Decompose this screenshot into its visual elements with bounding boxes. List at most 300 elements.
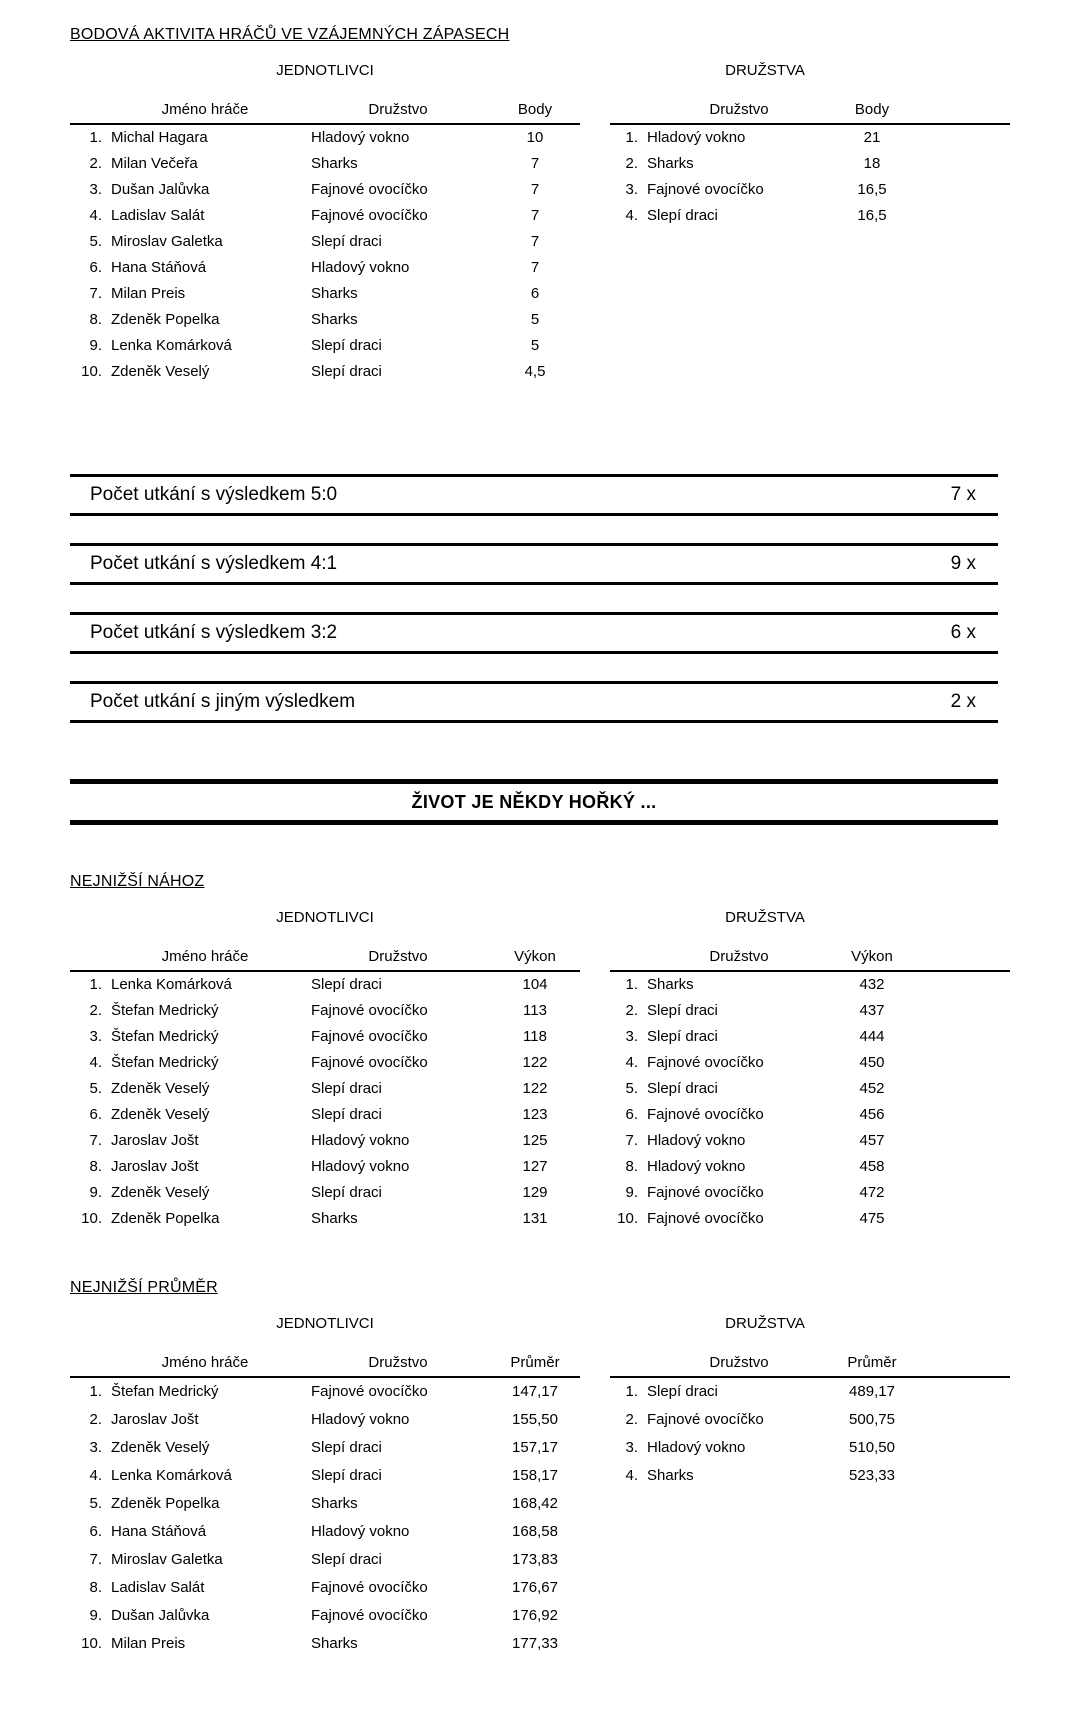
lowest-average-individuals-table xyxy=(70,1354,580,1657)
row-rank: 4. xyxy=(625,1466,638,1484)
points-value: 7 xyxy=(530,154,540,172)
table-row xyxy=(610,1075,1010,1101)
table-row xyxy=(70,280,580,306)
row-spacer xyxy=(912,1205,1010,1231)
team-name: Slepí draci xyxy=(311,1466,382,1484)
table-row xyxy=(610,1377,1010,1405)
table-row xyxy=(70,1601,580,1629)
teams-caption: DRUŽSTVA xyxy=(725,909,805,926)
match-count-value: 2 x xyxy=(950,691,976,712)
row-rank: 2. xyxy=(89,1001,102,1019)
average-value: 168,58 xyxy=(512,1522,558,1540)
table-row xyxy=(70,971,580,997)
row-rank: 1. xyxy=(89,129,102,146)
player-name: Hana Stáňová xyxy=(111,258,207,276)
average-value: 173,83 xyxy=(512,1550,558,1568)
row-spacer xyxy=(912,1153,1010,1179)
team-name: Fajnové ovocíčko xyxy=(311,1053,428,1071)
row-spacer xyxy=(912,1433,1010,1461)
performance-value: 122 xyxy=(522,1079,548,1097)
table-header-row xyxy=(70,948,580,971)
column-header-team: Družstvo xyxy=(610,101,832,124)
performance-value: 457 xyxy=(859,1131,885,1149)
individuals-table-block xyxy=(70,62,580,384)
team-name: Fajnové ovocíčko xyxy=(311,1027,428,1045)
individuals-table-block xyxy=(70,909,580,1231)
match-count-value: 7 x xyxy=(950,484,976,505)
team-name: Slepí draci xyxy=(311,336,382,354)
performance-value: 444 xyxy=(859,1027,885,1045)
row-rank: 6. xyxy=(89,1105,102,1123)
table-row xyxy=(70,1489,580,1517)
team-name: Fajnové ovocíčko xyxy=(311,1606,428,1624)
points-value: 10 xyxy=(526,129,544,146)
team-name: Hladový vokno xyxy=(647,1131,746,1149)
table-header-row xyxy=(610,1354,1010,1377)
points-value: 7 xyxy=(530,180,540,198)
row-rank: 2. xyxy=(89,154,102,172)
points-value: 21 xyxy=(863,129,881,146)
table-row xyxy=(70,150,580,176)
performance-value: 127 xyxy=(522,1157,548,1175)
row-spacer xyxy=(912,1461,1010,1489)
team-name: Fajnové ovocíčko xyxy=(647,1410,764,1428)
lowest-game-heading: NEJNIŽŠÍ NÁHOZ xyxy=(70,873,205,890)
team-name: Slepí draci xyxy=(647,1027,718,1045)
performance-value: 125 xyxy=(522,1131,548,1149)
player-name: Jaroslav Jošt xyxy=(111,1131,199,1149)
row-spacer xyxy=(912,1023,1010,1049)
player-name: Zdeněk Veselý xyxy=(111,1105,210,1123)
row-rank: 9. xyxy=(89,1606,102,1624)
performance-value: 123 xyxy=(522,1105,548,1123)
team-name: Fajnové ovocíčko xyxy=(311,1578,428,1596)
row-rank: 2. xyxy=(625,1001,638,1019)
individuals-caption: JEDNOTLIVCI xyxy=(276,1315,374,1332)
average-value: 147,17 xyxy=(512,1383,558,1400)
table-row xyxy=(610,124,1010,150)
row-spacer xyxy=(912,1075,1010,1101)
column-header-average: Průměr xyxy=(490,1354,580,1377)
team-name: Slepí draci xyxy=(311,1183,382,1201)
team-name: Hladový vokno xyxy=(647,129,746,146)
row-rank: 9. xyxy=(89,336,102,354)
row-rank: 1. xyxy=(625,976,638,993)
section-points-activity xyxy=(70,62,1010,384)
team-name: Sharks xyxy=(311,284,358,302)
points-value: 7 xyxy=(530,258,540,276)
team-name: Slepí draci xyxy=(311,1079,382,1097)
row-spacer xyxy=(912,997,1010,1023)
table-row xyxy=(610,176,1010,202)
average-value: 155,50 xyxy=(512,1410,558,1428)
player-name: Jaroslav Jošt xyxy=(111,1157,199,1175)
team-name: Hladový vokno xyxy=(647,1157,746,1175)
team-name: Fajnové ovocíčko xyxy=(647,1183,764,1201)
row-spacer xyxy=(912,1405,1010,1433)
table-row xyxy=(70,1075,580,1101)
team-name: Sharks xyxy=(647,976,694,993)
match-count-label: Počet utkání s výsledkem 5:0 xyxy=(90,484,338,505)
row-rank: 8. xyxy=(89,1578,102,1596)
points-value: 16,5 xyxy=(857,206,887,224)
table-row xyxy=(70,202,580,228)
table-row xyxy=(70,1433,580,1461)
row-rank: 9. xyxy=(625,1183,638,1201)
row-spacer xyxy=(912,202,1010,228)
points-value: 16,5 xyxy=(857,180,887,198)
row-rank: 5. xyxy=(89,1494,102,1512)
row-rank: 6. xyxy=(89,258,102,276)
table-row xyxy=(70,1377,580,1405)
player-name: Štefan Medrický xyxy=(111,1053,219,1071)
team-name: Fajnové ovocíčko xyxy=(647,1209,764,1227)
column-header-points: Body xyxy=(490,101,580,124)
points-value: 18 xyxy=(863,154,881,172)
row-rank: 7. xyxy=(89,284,102,302)
column-header-team: Družstvo xyxy=(306,101,490,124)
row-rank: 3. xyxy=(89,1438,102,1456)
points-value: 7 xyxy=(530,232,540,250)
row-rank: 3. xyxy=(625,1438,638,1456)
row-rank: 8. xyxy=(89,310,102,328)
table-row xyxy=(70,1023,580,1049)
player-name: Milan Preis xyxy=(111,284,186,302)
row-rank: 4. xyxy=(89,1053,102,1071)
average-value: 510,50 xyxy=(849,1438,895,1456)
column-header-player: Jméno hráče xyxy=(70,948,306,971)
row-rank: 7. xyxy=(89,1550,102,1568)
team-name: Fajnové ovocíčko xyxy=(647,180,764,198)
row-rank: 3. xyxy=(89,180,102,198)
row-rank: 4. xyxy=(625,1053,638,1071)
column-header-performance: Výkon xyxy=(832,948,912,971)
table-row xyxy=(610,1405,1010,1433)
column-header-team: Družstvo xyxy=(306,948,490,971)
performance-value: 472 xyxy=(859,1183,885,1201)
team-name: Hladový vokno xyxy=(311,1410,410,1428)
header-spacer xyxy=(912,948,1010,971)
performance-value: 456 xyxy=(859,1105,885,1123)
table-header-row xyxy=(70,101,580,124)
team-name: Fajnové ovocíčko xyxy=(311,206,428,224)
row-rank: 6. xyxy=(89,1522,102,1540)
table-row xyxy=(70,1405,580,1433)
points-value: 4,5 xyxy=(524,362,546,380)
team-name: Slepí draci xyxy=(647,206,718,224)
row-rank: 1. xyxy=(625,1383,638,1400)
table-row xyxy=(70,228,580,254)
row-spacer xyxy=(912,1101,1010,1127)
player-name: Zdeněk Popelka xyxy=(111,310,220,328)
performance-value: 437 xyxy=(859,1001,885,1019)
performance-value: 118 xyxy=(523,1027,547,1045)
section-lowest-average xyxy=(70,1279,1010,1657)
match-count-row xyxy=(70,612,998,654)
table-row xyxy=(610,150,1010,176)
average-value: 177,33 xyxy=(512,1634,558,1652)
team-name: Fajnové ovocíčko xyxy=(311,180,428,198)
performance-value: 458 xyxy=(859,1157,885,1175)
player-name: Milan Preis xyxy=(111,1634,186,1652)
row-rank: 10. xyxy=(81,1634,102,1652)
table-row xyxy=(70,332,580,358)
header-spacer xyxy=(912,1354,1010,1377)
points-value: 6 xyxy=(530,284,540,302)
section-banner xyxy=(70,779,998,825)
lowest-game-individuals-table xyxy=(70,948,580,1231)
table-row xyxy=(610,1433,1010,1461)
performance-value: 131 xyxy=(522,1209,548,1227)
performance-value: 450 xyxy=(859,1053,885,1071)
player-name: Lenka Komárková xyxy=(111,976,232,993)
table-row xyxy=(610,1461,1010,1489)
team-name: Sharks xyxy=(647,1466,694,1484)
player-name: Milan Večeřa xyxy=(111,154,198,172)
row-spacer xyxy=(912,971,1010,997)
team-name: Sharks xyxy=(311,1494,358,1512)
player-name: Dušan Jalůvka xyxy=(111,180,210,198)
player-name: Miroslav Galetka xyxy=(111,232,223,250)
team-name: Sharks xyxy=(311,1209,358,1227)
player-name: Ladislav Salát xyxy=(111,206,205,224)
row-rank: 3. xyxy=(89,1027,102,1045)
table-row xyxy=(70,1049,580,1075)
table-row xyxy=(70,1101,580,1127)
team-name: Sharks xyxy=(311,310,358,328)
player-name: Štefan Medrický xyxy=(111,1001,219,1019)
row-rank: 3. xyxy=(625,180,638,198)
column-header-team: Družstvo xyxy=(610,948,832,971)
team-name: Slepí draci xyxy=(311,976,382,993)
table-row xyxy=(610,202,1010,228)
section-lowest-game xyxy=(70,873,1010,1231)
row-rank: 9. xyxy=(89,1183,102,1201)
table-row xyxy=(610,1153,1010,1179)
table-row xyxy=(70,1629,580,1657)
row-spacer xyxy=(912,150,1010,176)
teams-caption: DRUŽSTVA xyxy=(725,1315,805,1332)
row-rank: 10. xyxy=(81,362,102,380)
team-name: Fajnové ovocíčko xyxy=(647,1105,764,1123)
performance-value: 104 xyxy=(522,976,548,993)
team-name: Hladový vokno xyxy=(311,1131,410,1149)
individuals-caption: JEDNOTLIVCI xyxy=(276,62,374,79)
table-row xyxy=(70,1545,580,1573)
column-header-average: Průměr xyxy=(832,1354,912,1377)
points-individuals-table xyxy=(70,101,580,384)
row-rank: 8. xyxy=(89,1157,102,1175)
row-rank: 7. xyxy=(89,1131,102,1149)
average-value: 176,92 xyxy=(512,1606,558,1624)
table-row xyxy=(610,1049,1010,1075)
row-spacer xyxy=(912,1049,1010,1075)
row-rank: 5. xyxy=(89,1079,102,1097)
teams-table-block xyxy=(610,1315,1010,1657)
row-rank: 4. xyxy=(625,206,638,224)
table-row xyxy=(70,1517,580,1545)
team-name: Slepí draci xyxy=(311,1550,382,1568)
table-row xyxy=(70,176,580,202)
player-name: Lenka Komárková xyxy=(111,336,232,354)
row-spacer xyxy=(912,1377,1010,1405)
player-name: Michal Hagara xyxy=(111,129,208,146)
team-name: Slepí draci xyxy=(311,1438,382,1456)
table-header-row xyxy=(70,1354,580,1377)
team-name: Slepí draci xyxy=(311,232,382,250)
table-row xyxy=(70,1153,580,1179)
row-rank: 1. xyxy=(625,129,638,146)
table-row xyxy=(70,124,580,150)
team-name: Sharks xyxy=(311,1634,358,1652)
row-rank: 3. xyxy=(625,1027,638,1045)
row-rank: 1. xyxy=(89,1383,102,1400)
match-count-label: Počet utkání s jiným výsledkem xyxy=(90,691,356,712)
performance-value: 113 xyxy=(523,1001,547,1019)
individuals-caption: JEDNOTLIVCI xyxy=(276,909,374,926)
row-rank: 5. xyxy=(625,1079,638,1097)
teams-table-block xyxy=(610,62,1010,384)
table-row xyxy=(70,997,580,1023)
row-spacer xyxy=(912,1179,1010,1205)
row-rank: 1. xyxy=(89,976,102,993)
row-rank: 4. xyxy=(89,1466,102,1484)
teams-caption: DRUŽSTVA xyxy=(725,62,805,79)
match-count-bars xyxy=(70,474,998,723)
header-spacer xyxy=(912,101,1010,124)
match-count-label: Počet utkání s výsledkem 4:1 xyxy=(90,553,338,574)
average-value: 157,17 xyxy=(512,1438,558,1456)
table-row xyxy=(70,1127,580,1153)
team-name: Sharks xyxy=(311,154,358,172)
row-rank: 2. xyxy=(625,1410,638,1428)
page-title: BODOVÁ AKTIVITA HRÁČŮ VE VZÁJEMNÝCH ZÁPASECH xyxy=(70,26,510,43)
performance-value: 122 xyxy=(522,1053,548,1071)
table-row xyxy=(610,971,1010,997)
table-row xyxy=(70,1205,580,1231)
team-name: Slepí draci xyxy=(311,362,382,380)
player-name: Dušan Jalůvka xyxy=(111,1606,210,1624)
table-row xyxy=(70,1573,580,1601)
table-row xyxy=(610,997,1010,1023)
player-name: Miroslav Galetka xyxy=(111,1550,223,1568)
column-header-performance: Výkon xyxy=(490,948,580,971)
table-row xyxy=(70,306,580,332)
player-name: Zdeněk Veselý xyxy=(111,1438,210,1456)
lowest-average-heading: NEJNIŽŠÍ PRŮMĚR xyxy=(70,1279,218,1296)
match-count-value: 9 x xyxy=(950,553,976,574)
banner-text: ŽIVOT JE NĚKDY HOŘKÝ ... xyxy=(411,791,657,812)
player-name: Ladislav Salát xyxy=(111,1578,205,1596)
performance-value: 452 xyxy=(859,1079,885,1097)
row-rank: 2. xyxy=(625,154,638,172)
table-row xyxy=(610,1127,1010,1153)
row-rank: 2. xyxy=(89,1410,102,1428)
team-name: Hladový vokno xyxy=(311,258,410,276)
team-name: Fajnové ovocíčko xyxy=(647,1053,764,1071)
points-value: 5 xyxy=(530,310,540,328)
row-rank: 8. xyxy=(625,1157,638,1175)
match-count-row xyxy=(70,681,998,723)
column-header-points: Body xyxy=(832,101,912,124)
column-header-player: Jméno hráče xyxy=(70,1354,306,1377)
team-name: Slepí draci xyxy=(647,1079,718,1097)
table-row xyxy=(610,1023,1010,1049)
table-header-row xyxy=(610,948,1010,971)
row-spacer xyxy=(912,176,1010,202)
team-name: Hladový vokno xyxy=(647,1438,746,1456)
row-rank: 10. xyxy=(81,1209,102,1227)
column-header-team: Družstvo xyxy=(610,1354,832,1377)
team-name: Slepí draci xyxy=(647,1001,718,1019)
team-name: Hladový vokno xyxy=(311,1157,410,1175)
average-value: 168,42 xyxy=(512,1494,558,1512)
team-name: Sharks xyxy=(647,154,694,172)
table-row xyxy=(610,1179,1010,1205)
table-row xyxy=(610,1101,1010,1127)
player-name: Jaroslav Jošt xyxy=(111,1410,199,1428)
performance-value: 432 xyxy=(859,976,885,993)
average-value: 158,17 xyxy=(512,1466,558,1484)
table-row xyxy=(70,1461,580,1489)
row-rank: 6. xyxy=(625,1105,638,1123)
performance-value: 129 xyxy=(522,1183,548,1201)
row-spacer xyxy=(912,1127,1010,1153)
match-count-row xyxy=(70,543,998,585)
average-value: 523,33 xyxy=(849,1466,895,1484)
column-header-team: Družstvo xyxy=(306,1354,490,1377)
team-name: Slepí draci xyxy=(647,1383,718,1400)
row-rank: 7. xyxy=(625,1131,638,1149)
player-name: Hana Stáňová xyxy=(111,1522,207,1540)
row-rank: 5. xyxy=(89,232,102,250)
table-row xyxy=(70,254,580,280)
player-name: Zdeněk Popelka xyxy=(111,1209,220,1227)
points-value: 5 xyxy=(530,336,540,354)
player-name: Štefan Medrický xyxy=(111,1027,219,1045)
average-value: 489,17 xyxy=(849,1383,895,1400)
lowest-game-teams-table xyxy=(610,948,1010,1231)
individuals-table-block xyxy=(70,1315,580,1657)
team-name: Fajnové ovocíčko xyxy=(311,1001,428,1019)
lowest-average-teams-table xyxy=(610,1354,1010,1489)
teams-table-block xyxy=(610,909,1010,1231)
player-name: Zdeněk Veselý xyxy=(111,1183,210,1201)
player-name: Zdeněk Popelka xyxy=(111,1494,220,1512)
column-header-player: Jméno hráče xyxy=(70,101,306,124)
table-header-row xyxy=(610,101,1010,124)
player-name: Lenka Komárková xyxy=(111,1466,232,1484)
player-name: Zdeněk Veselý xyxy=(111,362,210,380)
match-count-label: Počet utkání s výsledkem 3:2 xyxy=(90,622,338,643)
player-name: Zdeněk Veselý xyxy=(111,1079,210,1097)
table-row xyxy=(70,1179,580,1205)
match-count-value: 6 x xyxy=(950,622,976,643)
table-row xyxy=(610,1205,1010,1231)
match-count-row xyxy=(70,474,998,516)
table-row xyxy=(70,358,580,384)
average-value: 500,75 xyxy=(849,1410,895,1428)
performance-value: 475 xyxy=(859,1209,885,1227)
team-name: Fajnové ovocíčko xyxy=(311,1383,428,1400)
team-name: Hladový vokno xyxy=(311,1522,410,1540)
player-name: Štefan Medrický xyxy=(111,1383,219,1400)
team-name: Hladový vokno xyxy=(311,129,410,146)
average-value: 176,67 xyxy=(512,1578,558,1596)
row-rank: 4. xyxy=(89,206,102,224)
row-rank: 10. xyxy=(617,1209,638,1227)
points-teams-table xyxy=(610,101,1010,228)
